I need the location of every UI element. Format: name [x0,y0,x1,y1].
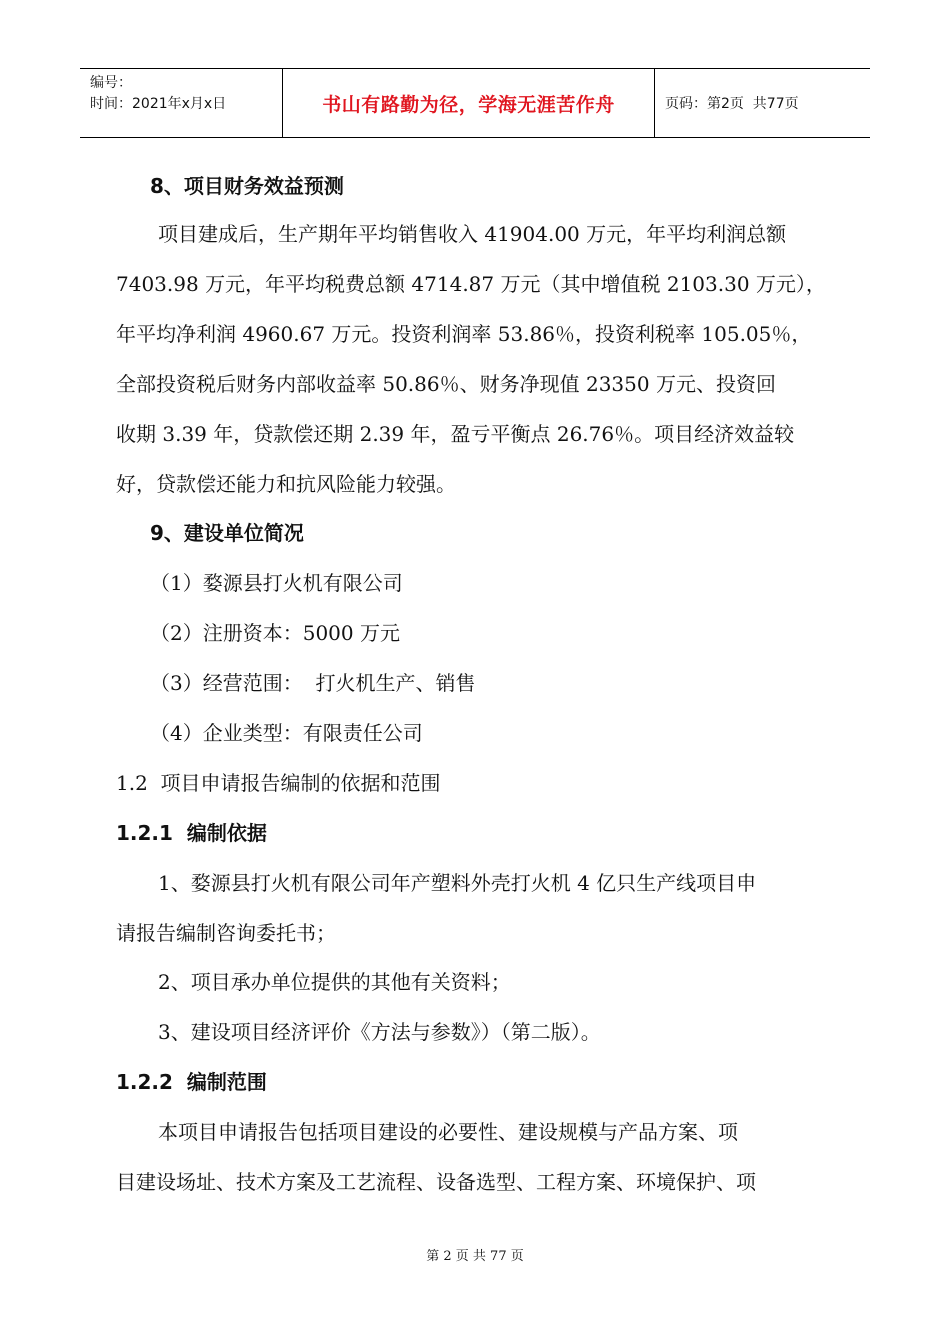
subsection-heading-scope: 1.2.2 编制范围 [116,1070,267,1094]
list-item: 3、建设项目经济评价《方法与参数》）（第二版）。 [158,1020,601,1044]
section-heading-basis-scope: 1.2 项目申请报告编制的依据和范围 [116,771,441,795]
paragraph-line: 全部投资税后财务内部收益率 50.86％、财务净现值 23350 万元、投资回 [116,372,776,396]
subsection-heading-basis: 1.2.1 编制依据 [116,821,267,845]
header-page-info: 页码：第2页 共77页 [665,96,799,112]
page-footer: 第 2 页 共 77 页 [426,1249,524,1264]
paragraph-line: 收期 3.39 年，贷款偿还期 2.39 年，盈亏平衡点 26.76％。项目经济效益较 [116,422,795,446]
paragraph-line: 7403.98 万元，年平均税费总额 4714.87 万元（其中增值税 2103.30 万元）， [116,272,826,296]
list-item: （2）注册资本：5000 万元 [150,621,400,645]
paragraph-line: 本项目申请报告包括项目建设的必要性、建设规模与产品方案、项 [158,1120,738,1144]
paragraph-line: 年平均净利润 4960.67 万元。投资利润率 53.86％，投资利税率 105.05％， [116,322,812,346]
section-heading-financial: 8、项目财务效益预测 [150,174,344,198]
list-item: （1）婺源县打火机有限公司 [150,571,403,595]
list-item: 2、项目承办单位提供的其他有关资料； [158,970,511,994]
header-motto: 书山有路勤为径，学海无涯苦作舟 [282,69,655,137]
paragraph-line: 项目建成后，生产期年平均销售收入 41904.00 万元，年平均利润总额 [158,222,787,246]
paragraph-line: 1、婺源县打火机有限公司年产塑料外壳打火机 4 亿只生产线项目申 [158,871,757,895]
paragraph-line: 目建设场址、技术方案及工艺流程、设备选型、工程方案、环境保护、项 [116,1170,756,1194]
paragraph-line: 请报告编制咨询委托书； [116,921,336,945]
paragraph-line: 好，贷款偿还能力和抗风险能力较强。 [116,472,456,496]
page-header [80,68,870,138]
header-meta [80,69,282,137]
document-number: 编号： [90,75,132,91]
document-time: 时间：2021年x月x日 [90,96,227,112]
list-item: （4）企业类型：有限责任公司 [150,721,423,745]
section-heading-unit: 9、建设单位简况 [150,521,304,545]
list-item: （3）经营范围： 打火机生产、销售 [150,671,476,695]
